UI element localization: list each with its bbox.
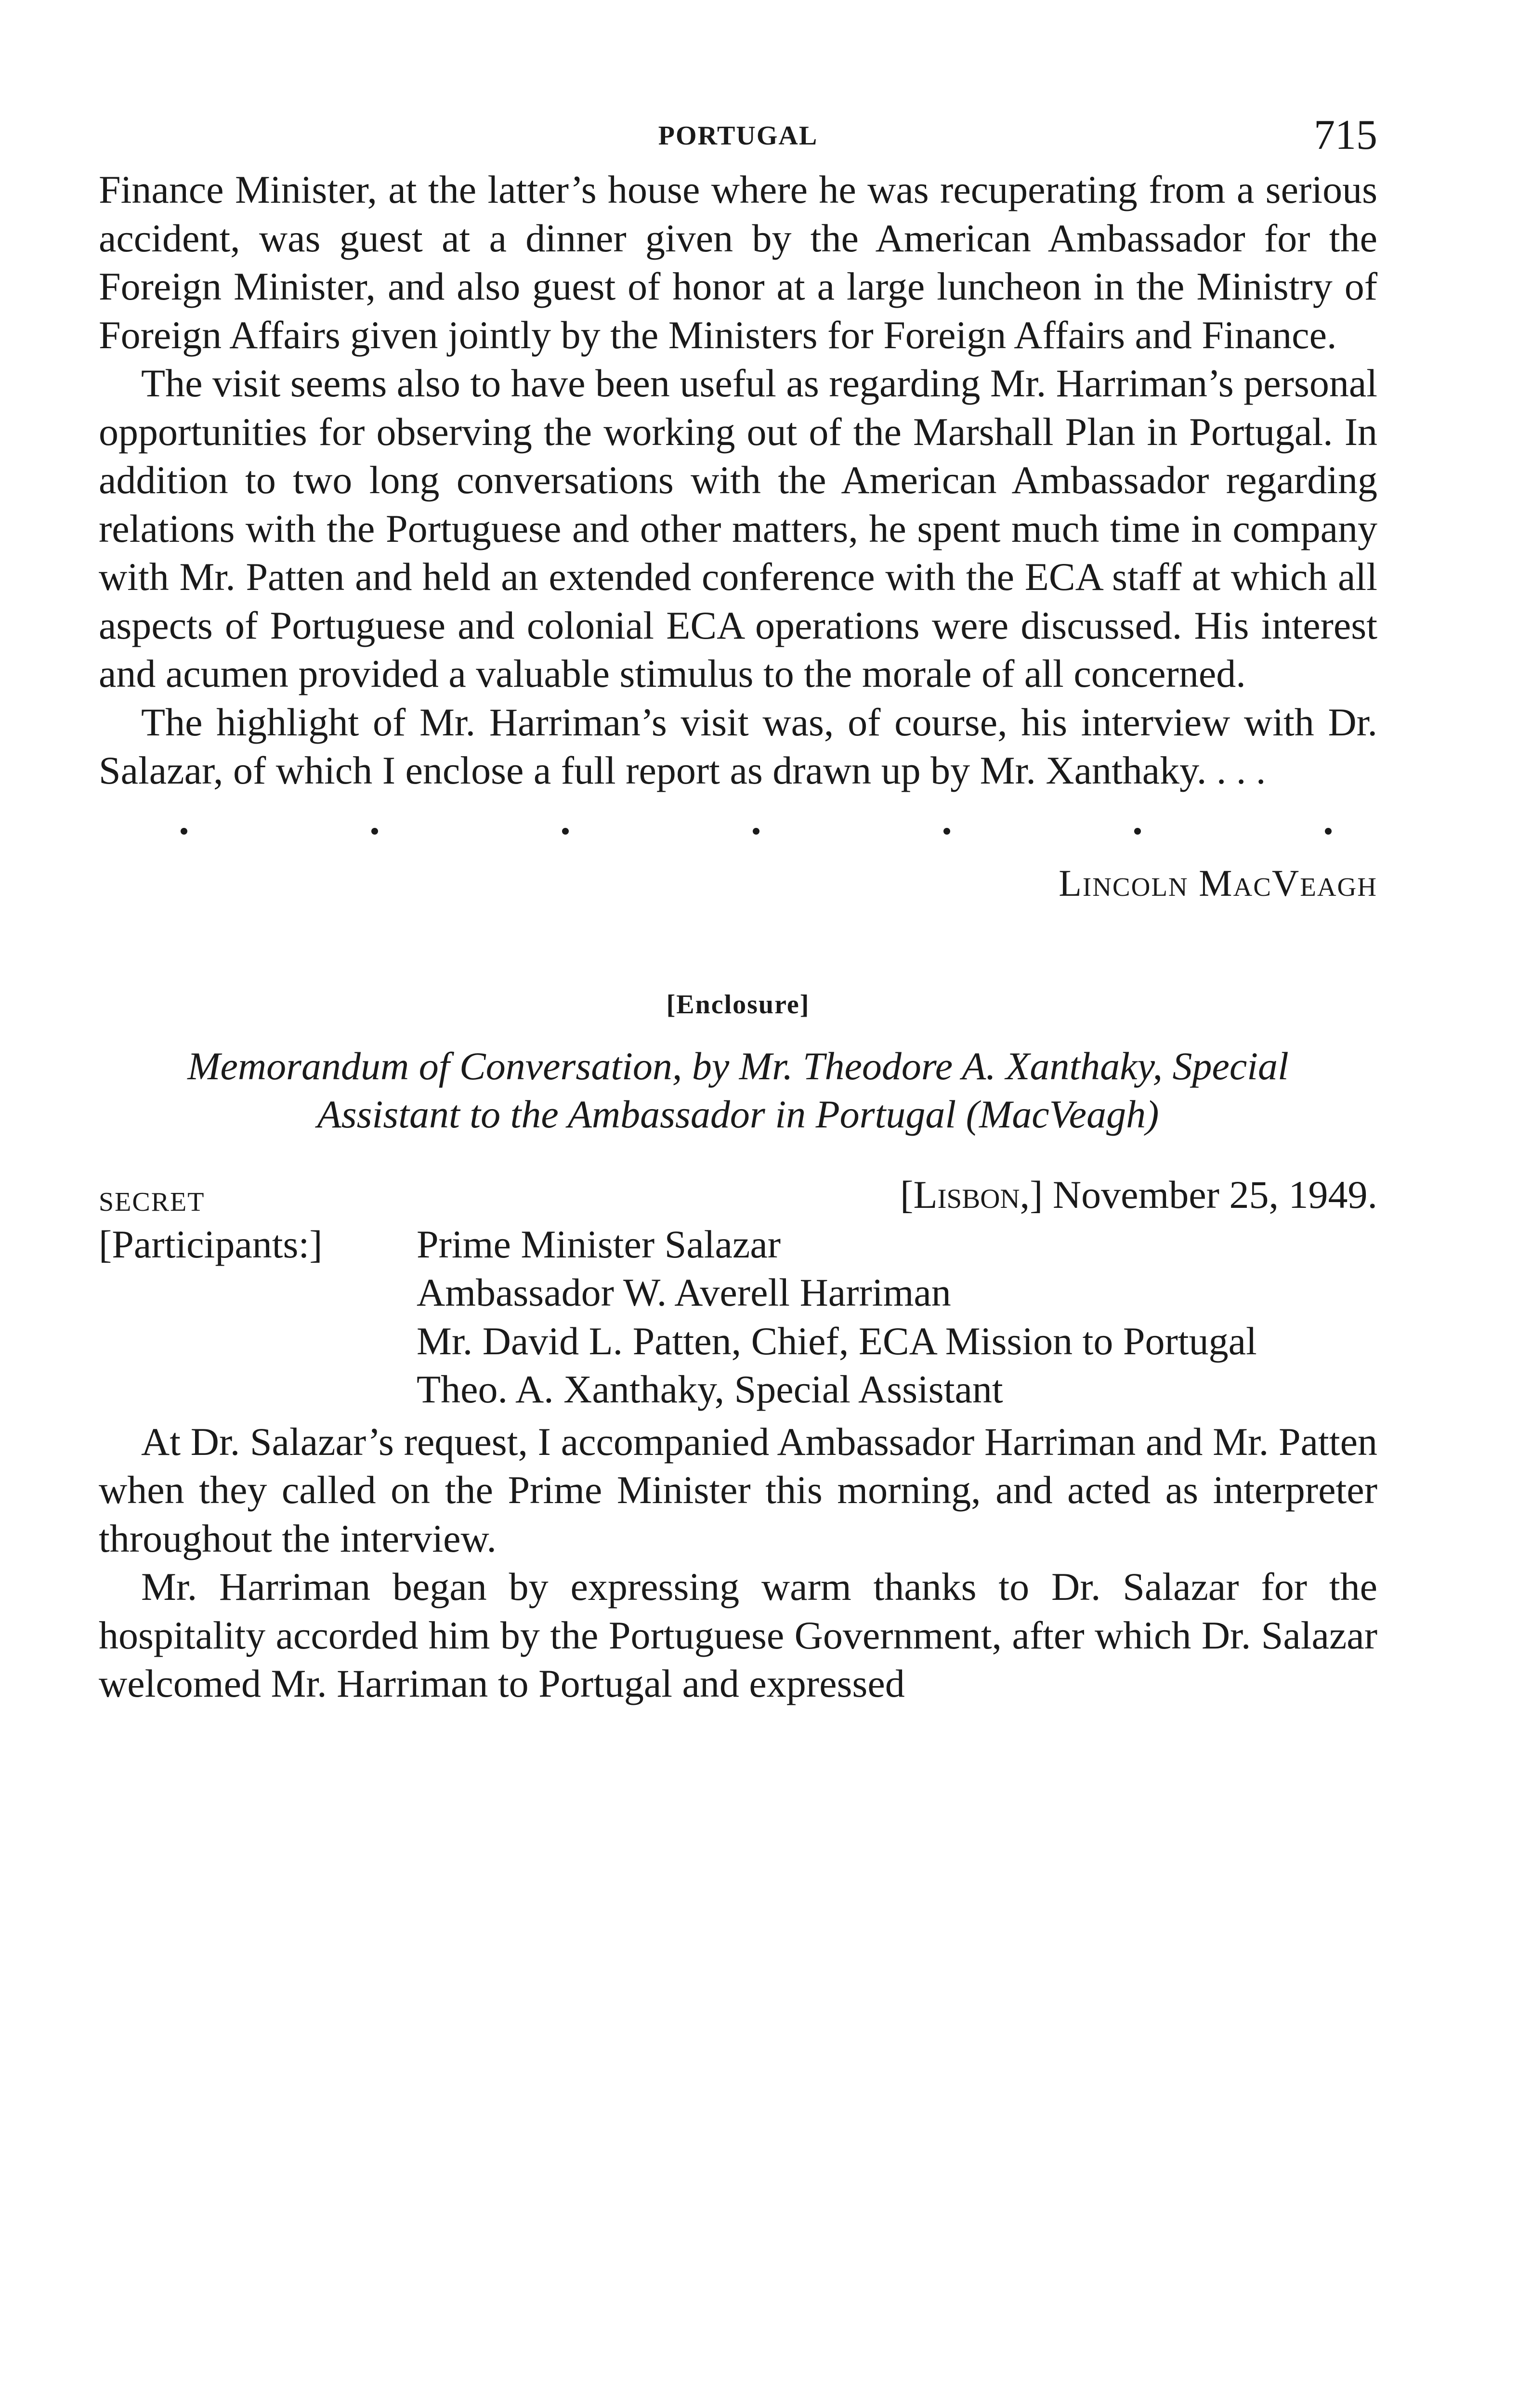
memo-place: [Lisbon,]: [900, 1172, 1043, 1217]
omission-dot: [371, 828, 378, 835]
omission-dot: [181, 828, 187, 835]
memo-date-text: November 25, 1949.: [1052, 1172, 1377, 1217]
memo-date: [900, 1172, 1377, 1217]
participant-item: Prime Minister Salazar: [417, 1222, 781, 1266]
omission-dot: [562, 828, 569, 835]
paragraph-highlight: The highlight of Mr. Harriman’s visit was, of course, his interview with Dr. Salazar, of which I enclose a full report as drawn up by Mr. Xanthaky. . . .: [99, 700, 1377, 792]
running-title: PORTUGAL: [658, 121, 818, 151]
memo-title: [99, 1042, 1377, 1139]
participants-block: [99, 1220, 1377, 1414]
classification-label: SECRET: [99, 1187, 205, 1217]
participant-item: Ambassador W. Averell Harriman: [417, 1270, 951, 1314]
signature: Lincoln MacVeagh: [1059, 862, 1377, 904]
omission-dot: [1134, 828, 1141, 835]
page-number: 715: [1314, 112, 1377, 158]
enclosure-label: [Enclosure]: [666, 989, 810, 1020]
omission-dots: [99, 810, 1377, 853]
paragraph-continued: Finance Minister, at the latter’s house where he was recuperating from a serious accident, was guest at a dinner given by the American Ambassador for the Foreign Minister, and also guest of honor at a large luncheon in the Ministry of Foreign Affairs given jointly by the Ministers for Foreign Affairs and Finance.: [99, 168, 1377, 357]
omission-dot: [943, 828, 950, 835]
omission-dot: [1325, 828, 1332, 835]
participant-item: Mr. David L. Patten, Chief, ECA Mission to Portugal: [417, 1319, 1257, 1363]
document-page: [99, 111, 1377, 2374]
participant-item: Theo. A. Xanthaky, Special Assistant: [417, 1367, 1003, 1411]
participants-label: [Participants:]: [99, 1222, 323, 1266]
memo-title-line-2: Assistant to the Ambassador in Portugal (MacVeagh): [317, 1092, 1159, 1136]
paragraph-interpreter: At Dr. Salazar’s request, I accompanied Ambassador Harriman and Mr. Patten when they called on the Prime Minister this morning, and acted as interpreter throughout the interview.: [99, 1419, 1377, 1560]
paragraph-thanks: Mr. Harriman began by expressing warm thanks to Dr. Salazar for the hospitality accorded him by the Portuguese Government, after which Dr. Salazar welcomed Mr. Harriman to Portugal and expressed: [99, 1565, 1377, 1705]
memo-meta: [99, 1172, 1377, 1220]
paragraph-visit: The visit seems also to have been useful as regarding Mr. Harriman’s personal opportunities for observing the working out of the Marshall Plan in Portugal. In addition to two long conversations with the American Ambassador regarding relations with the Portuguese and other matters, he spent much time in company with Mr. Patten and held an extended conference with the ECA staff at which all aspects of Portuguese and colonial ECA operations were discussed. His interest and acumen provided a valuable stimulus to the morale of all concerned.: [99, 361, 1377, 695]
participants-list: [417, 1220, 1377, 1414]
memo-title-line-1: Memorandum of Conversation, by Mr. Theodore A. Xanthaky, Special: [187, 1044, 1289, 1088]
running-head: [99, 111, 1377, 164]
omission-dot: [753, 828, 759, 835]
